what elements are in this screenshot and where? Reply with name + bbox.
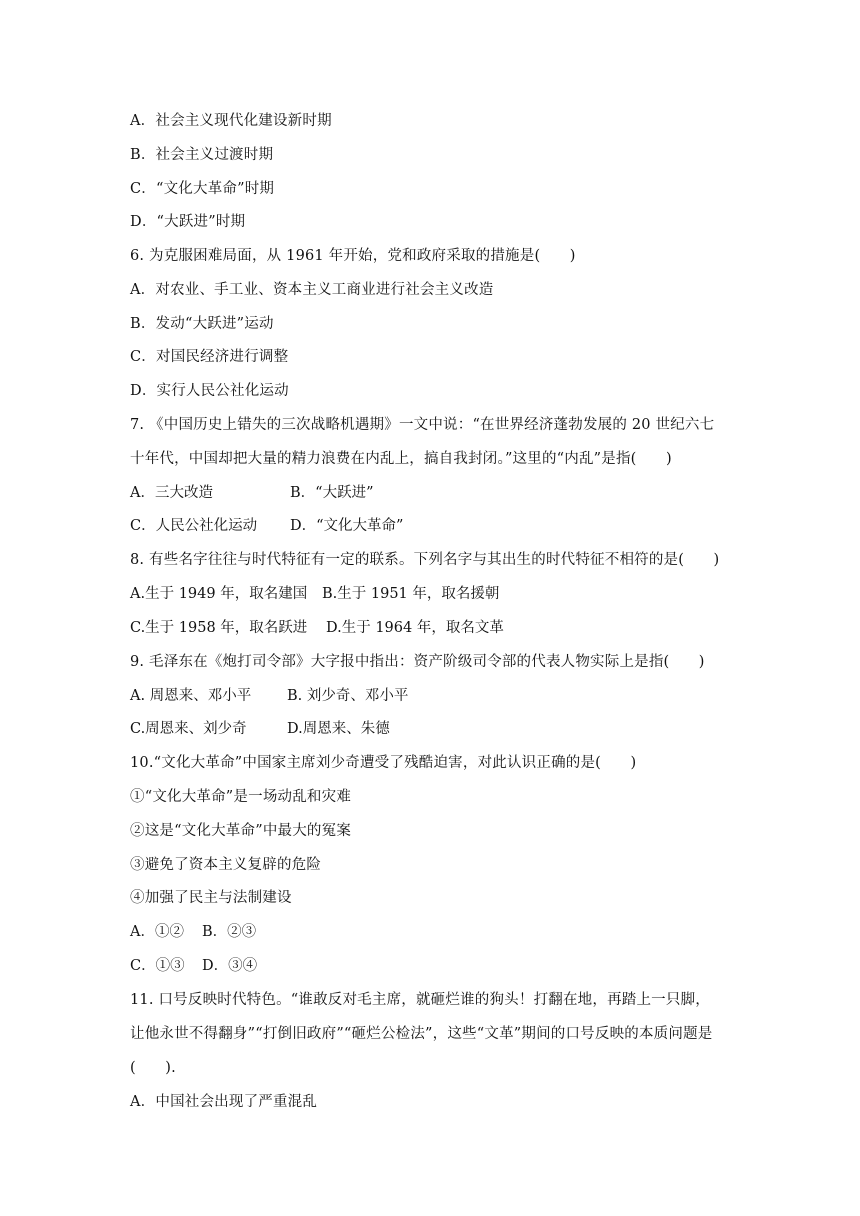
q10-statement-2: ②这是“文化大革命”中最大的冤案 [130, 823, 352, 839]
q10-statement-4: ④加强了民主与法制建设 [130, 890, 292, 906]
q7-option-c: C．人民公社化运动 [130, 518, 258, 534]
q6-option-a: A．对农业、手工业、资本主义工商业进行社会主义改造 [130, 282, 494, 298]
q8-options-row-1 [130, 584, 499, 604]
q10-statement-3: ③避免了资本主义复辟的危险 [130, 857, 322, 873]
q10-stem: 10.“文化大革命”中国家主席刘少奇遭受了残酷迫害，对此认识正确的是( ) [130, 755, 637, 771]
q10-options-row-2 [130, 956, 257, 976]
q11-option-a: A．中国社会出现了严重混乱 [130, 1094, 318, 1110]
q6-option-c: C．对国民经济进行调整 [130, 349, 289, 365]
q8-stem: 8. 有些名字往往与时代特征有一定的联系。下列名字与其出生的时代特征不相符的是( ) [130, 552, 720, 568]
q11-stem-line-3: ( ). [130, 1060, 176, 1076]
q6-option-b: B．发动“大跃进”运动 [130, 316, 274, 332]
q7-stem-line-2: 十年代，中国却把大量的精力浪费在内乱上，搞自我封闭。”这里的“内乱”是指( ) [130, 451, 672, 467]
q10-option-d: D．③④ [202, 958, 258, 974]
q7-option-d: D．“文化大革命” [290, 518, 404, 534]
q8-option-d: D.生于 1964 年，取名文革 [326, 620, 504, 636]
q9-option-c: C.周恩来、刘少奇 [130, 721, 247, 737]
q5-option-b: B．社会主义过渡时期 [130, 147, 274, 163]
q7-stem-line-1: 7. 《中国历史上错失的三次战略机遇期》一文中说：“在世界经济蓬勃发展的 20 世纪六七 [130, 417, 715, 433]
q10-option-a: A．①② [130, 924, 184, 940]
q10-statement-1: ①“文化大革命”是一场动乱和灾难 [130, 789, 352, 805]
q9-option-b: B. 刘少奇、邓小平 [287, 688, 409, 704]
q9-option-a: A. 周恩来、邓小平 [130, 688, 252, 704]
q8-option-a: A.生于 1949 年，取名建国 [130, 586, 308, 602]
q10-option-b: B．②③ [202, 924, 257, 940]
q11-stem-line-2: 让他永世不得翻身”“打倒旧政府”“砸烂公检法”，这些“文革”期间的口号反映的本质问题是 [130, 1026, 713, 1042]
q6-stem: 6. 为克服困难局面，从 1961 年开始，党和政府采取的措施是( ) [130, 248, 576, 264]
q9-option-d: D.周恩来、朱德 [287, 721, 390, 737]
q5-option-d: D．“大跃进”时期 [130, 214, 246, 230]
q5-option-a: A．社会主义现代化建设新时期 [130, 113, 332, 129]
q9-options-row-1 [130, 686, 408, 706]
q10-option-c: C．①③ [130, 958, 185, 974]
q7-options-row-1 [130, 483, 373, 503]
q7-option-a: A．三大改造 [130, 485, 213, 501]
q8-options-row-2 [130, 618, 504, 638]
q11-stem-line-1: 11. 口号反映时代特色。“谁敢反对毛主席，就砸烂谁的狗头！打翻在地，再踏上一只脚， [130, 992, 710, 1008]
q7-option-b: B．“大跃进” [290, 485, 374, 501]
q6-option-d: D．实行人民公社化运动 [130, 383, 289, 399]
q5-option-c: C．“文化大革命”时期 [130, 181, 275, 197]
q9-options-row-2 [130, 719, 390, 739]
q9-stem: 9. 毛泽东在《炮打司令部》大字报中指出：资产阶级司令部的代表人物实际上是指( ) [130, 654, 705, 670]
q7-options-row-2 [130, 516, 403, 536]
q8-option-c: C.生于 1958 年，取名跃进 [130, 620, 308, 636]
q10-options-row-1 [130, 922, 256, 942]
q8-option-b: B.生于 1951 年，取名援朝 [322, 586, 500, 602]
